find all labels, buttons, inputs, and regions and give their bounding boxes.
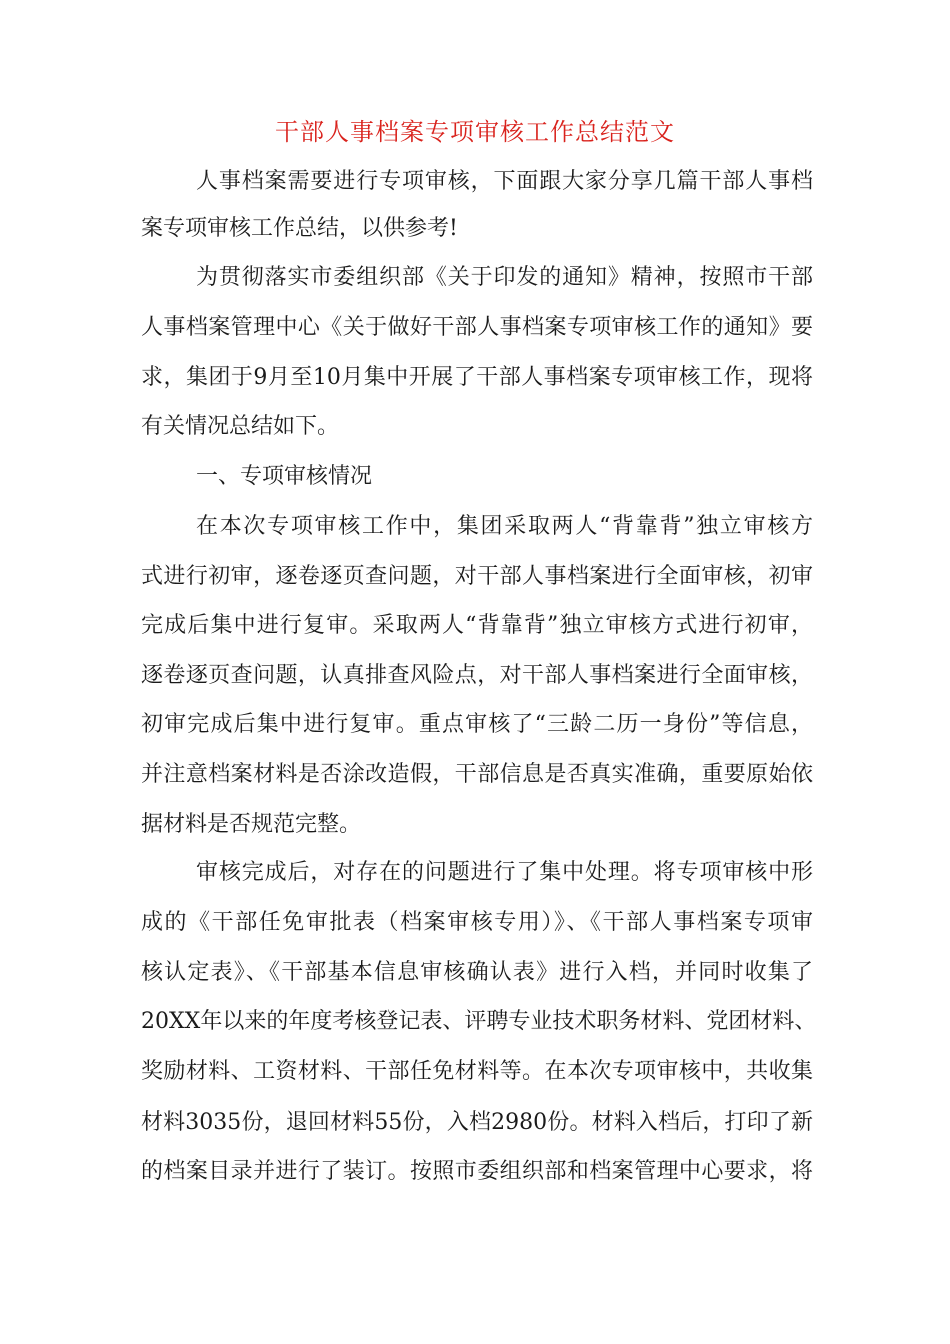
document-title: 干部人事档案专项审核工作总结范文	[275, 118, 675, 146]
paragraph-line: 的档案目录并进行了装订。按照市委组织部和档案管理中心要求，将	[141, 1159, 813, 1184]
paragraph-line: 人事档案管理中心《关于做好干部人事档案专项审核工作的通知》要	[141, 315, 813, 340]
paragraph-line: 式进行初审，逐卷逐页查问题，对干部人事档案进行全面审核，初审	[141, 564, 813, 589]
paragraph-line: 核认定表》、《干部基本信息审核确认表》进行入档，并同时收集了	[141, 960, 813, 985]
paragraph-line: 20XX年以来的年度考核登记表、评聘专业技术职务材料、党团材料、	[141, 1009, 817, 1034]
paragraph-line: 完成后集中进行复审。采取两人“背靠背”独立审核方式进行初审，	[141, 613, 813, 638]
paragraph-line: 案专项审核工作总结，以供参考!	[141, 216, 458, 241]
paragraph-line: 审核完成后，对存在的问题进行了集中处理。将专项审核中形	[196, 860, 813, 885]
paragraph-line: 据材料是否规范完整。	[141, 812, 362, 837]
paragraph-line: 材料3035份，退回材料55份，入档2980份。材料入档后，打印了新	[141, 1110, 813, 1135]
paragraph-line: 人事档案需要进行专项审核，下面跟大家分享几篇干部人事档	[196, 169, 813, 194]
paragraph-line: 逐卷逐页查问题，认真排查风险点，对干部人事档案进行全面审核，	[141, 663, 813, 688]
paragraph-line: 为贯彻落实市委组织部《关于印发的通知》精神，按照市干部	[196, 265, 813, 290]
section-heading: 一、专项审核情况	[196, 464, 373, 489]
paragraph-line: 在本次专项审核工作中，集团采取两人“背靠背”独立审核方	[196, 514, 813, 539]
paragraph-line: 求，集团于9月至10月集中开展了干部人事档案专项审核工作，现将	[141, 365, 813, 390]
paragraph-line: 奖励材料、工资材料、干部任免材料等。在本次专项审核中，共收集	[141, 1059, 813, 1084]
paragraph-line: 初审完成后集中进行复审。重点审核了“三龄二历一身份”等信息，	[141, 712, 813, 737]
paragraph-line: 并注意档案材料是否涂改造假，干部信息是否真实准确，重要原始依	[141, 762, 813, 787]
paragraph-line: 有关情况总结如下。	[141, 414, 340, 439]
paragraph-line: 成的《干部任免审批表（档案审核专用）》、《干部人事档案专项审	[141, 910, 813, 935]
